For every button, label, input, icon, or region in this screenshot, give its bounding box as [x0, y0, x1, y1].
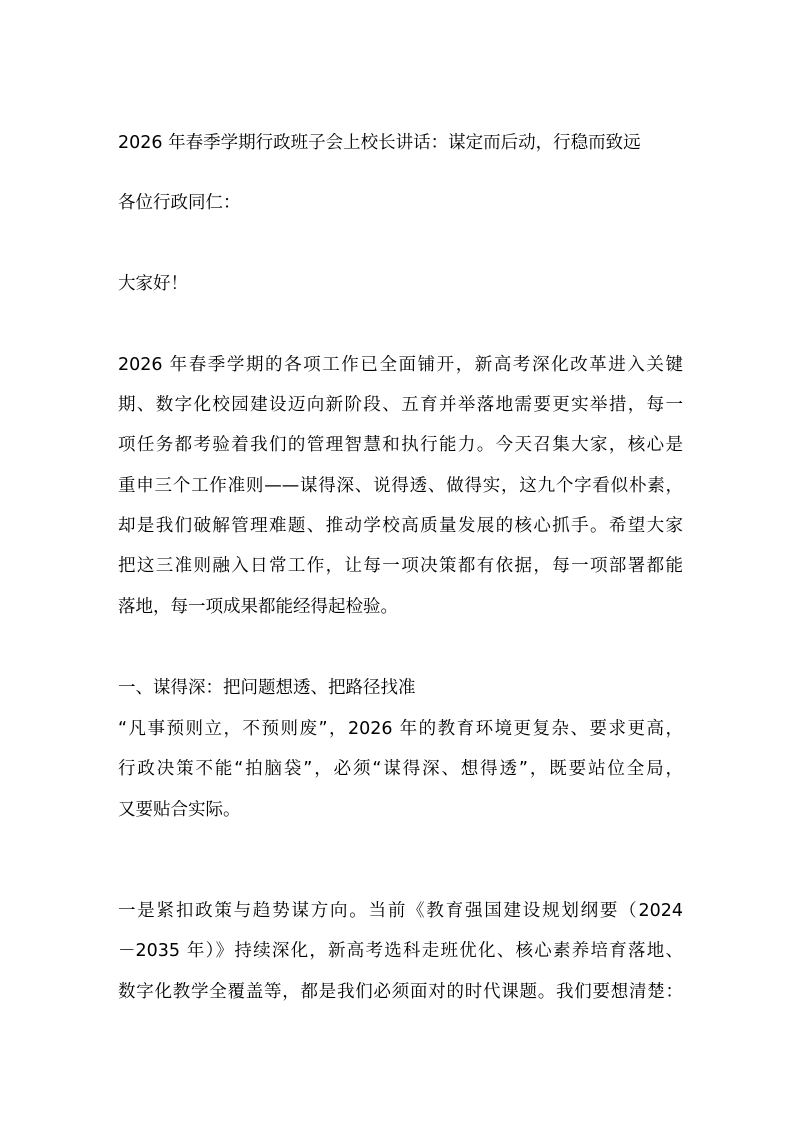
salutation: 各位行政同仁： — [118, 193, 241, 213]
paragraph-line: 落地，每一项成果都能经得起检验。 — [118, 597, 398, 617]
paragraph-line: 又要贴合实际。 — [118, 800, 241, 820]
section-heading: 一、谋得深：把问题想透、把路径找准 — [118, 678, 416, 698]
paragraph-line: “凡事预则立，不预则废”，2026 年的教育环境更复杂、要求更高， — [118, 719, 683, 739]
paragraph-line: 却是我们破解管理难题、推动学校高质量发展的核心抓手。希望大家 — [118, 516, 683, 536]
document-title: 2026 年春季学期行政班子会上校长讲话：谋定而后动，行稳而致远 — [118, 133, 641, 153]
paragraph-line: 行政决策不能“拍脑袋”，必须“谋得深、想得透”，既要站位全局， — [118, 759, 683, 779]
paragraph-line: 把这三准则融入日常工作，让每一项决策都有依据，每一项部署都能 — [118, 556, 683, 576]
paragraph-line: 数字化教学全覆盖等，都是我们必须面对的时代课题。我们要想清楚： — [118, 982, 683, 1002]
paragraph-line: 一是紧扣政策与趋势谋方向。当前《教育强国建设规划纲要（2024 — [118, 901, 683, 921]
paragraph-line: 期、数字化校园建设迈向新阶段、五育并举落地需要更实举措，每一 — [118, 395, 683, 415]
greeting: 大家好！ — [118, 274, 188, 294]
paragraph-line: －2035 年）》持续深化，新高考选科走班优化、核心素养培育落地、 — [118, 941, 683, 961]
paragraph-line: 项任务都考验着我们的管理智慧和执行能力。今天召集大家，核心是 — [118, 435, 683, 455]
paragraph-line: 重申三个工作准则——谋得深、说得透、做得实，这九个字看似朴素， — [118, 476, 683, 496]
paragraph-line: 2026 年春季学期的各项工作已全面铺开，新高考深化改革进入关键 — [118, 355, 683, 375]
